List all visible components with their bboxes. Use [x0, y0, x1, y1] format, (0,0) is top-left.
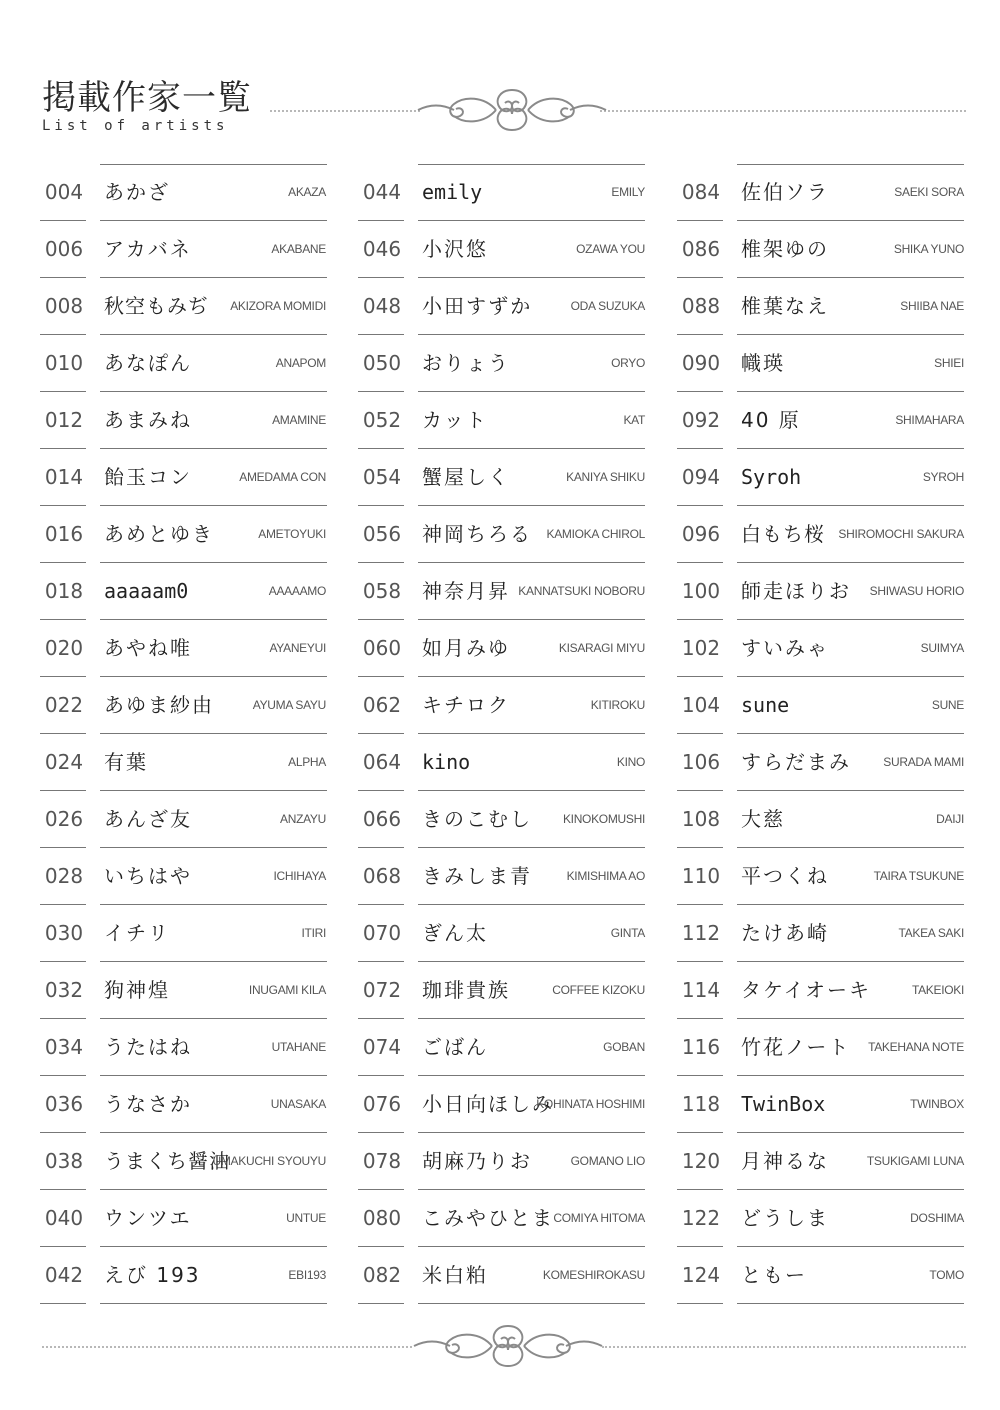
artist-row	[677, 164, 967, 221]
page-number: 022	[44, 693, 84, 717]
header-dotted-rule-left	[270, 110, 420, 112]
artist-name-jp: 椎架ゆの	[741, 237, 829, 261]
artist-name-en: EMILY	[611, 185, 645, 199]
artist-name-jp: 幟瑛	[741, 351, 785, 375]
artist-name-en: KAT	[623, 413, 645, 427]
artist-row	[358, 221, 648, 278]
footer-dotted-rule-left	[42, 1346, 412, 1348]
page-number: 014	[44, 465, 84, 489]
artist-name-jp: カット	[422, 408, 488, 432]
artist-name-en: TAKEIOKI	[911, 983, 964, 997]
artist-name-jp: 秋空もみぢ	[104, 294, 209, 318]
artist-name-en: UMAKUCHI SYOUYU	[212, 1154, 326, 1168]
artist-name-jp: きのこむし	[422, 807, 532, 831]
page-number: 018	[44, 579, 84, 603]
page-number: 096	[681, 522, 721, 546]
artist-name-en: TAKEA SAKI	[898, 926, 964, 940]
page-number: 082	[362, 1263, 402, 1287]
artist-name-jp: 椎葉なえ	[741, 294, 829, 318]
artist-row	[677, 620, 967, 677]
page-number: 118	[681, 1092, 721, 1116]
flourish-ornament-top	[414, 82, 610, 138]
artist-name-en: KINOKOMUSHI	[562, 812, 645, 826]
artist-name-en: AKIZORA MOMIDI	[230, 299, 326, 313]
artist-row	[40, 1019, 330, 1076]
artist-name-jp: 狗神煌	[104, 978, 170, 1002]
page-number: 044	[362, 180, 402, 204]
artist-name-en: GOMANO LIO	[570, 1154, 645, 1168]
artist-row	[358, 563, 648, 620]
artist-row	[358, 164, 648, 221]
artist-row	[358, 620, 648, 677]
artist-row	[358, 734, 648, 791]
artist-name-en: AKABANE	[271, 242, 326, 256]
page-number: 086	[681, 237, 721, 261]
artist-row	[358, 506, 648, 563]
artist-name-jp: 有葉	[104, 750, 148, 774]
artist-column-1	[40, 164, 330, 1304]
artist-name-jp: たけあ崎	[741, 921, 829, 945]
artist-name-jp: 胡麻乃りお	[422, 1149, 532, 1173]
artist-name-en: TOMO	[929, 1268, 964, 1282]
page-number: 072	[362, 978, 402, 1002]
artist-row	[677, 563, 967, 620]
artist-name-en: KOMESHIROKASU	[542, 1268, 645, 1282]
artist-name-en: UNASAKA	[270, 1097, 326, 1111]
page-number: 068	[362, 864, 402, 888]
artist-row	[677, 221, 967, 278]
artist-row	[677, 791, 967, 848]
artist-name-jp: 神奈月昇	[422, 579, 510, 603]
artist-name-jp: 大慈	[741, 807, 785, 831]
artist-name-en: ANZAYU	[280, 812, 326, 826]
artist-name-jp: あまみね	[104, 408, 192, 432]
artist-name-en: ICHIHAYA	[273, 869, 326, 883]
artist-row	[40, 221, 330, 278]
artist-name-en: AAAAAMO	[268, 584, 326, 598]
artist-name-jp: ごばん	[422, 1035, 488, 1059]
artist-name-en: GOBAN	[603, 1040, 645, 1054]
artist-name-en: UTAHANE	[271, 1040, 326, 1054]
page-header	[42, 78, 252, 134]
page-number: 058	[362, 579, 402, 603]
flourish-ornament-bottom	[410, 1318, 606, 1374]
artist-name-jp: ともー	[741, 1263, 807, 1287]
artist-name-en: SHIWASU HORIO	[869, 584, 964, 598]
artist-name-jp: sune	[741, 693, 790, 717]
artist-name-jp: あなぽん	[104, 351, 192, 375]
artist-row	[40, 905, 330, 962]
artist-row	[677, 1247, 967, 1304]
artist-row	[358, 1076, 648, 1133]
artist-name-jp: 神岡ちろる	[422, 522, 532, 546]
page-number: 104	[681, 693, 721, 717]
artist-row	[358, 905, 648, 962]
artist-name-jp: えび 193	[104, 1263, 201, 1287]
artist-name-en: KAMIOKA CHIROL	[546, 527, 645, 541]
page-number: 088	[681, 294, 721, 318]
artist-name-jp: あやね唯	[104, 636, 192, 660]
page-number: 120	[681, 1149, 721, 1173]
artist-name-jp: 珈琲貴族	[422, 978, 510, 1002]
artist-name-jp: Syroh	[741, 465, 802, 489]
artist-name-en: SYROH	[922, 470, 964, 484]
page-number: 012	[44, 408, 84, 432]
page-number: 010	[44, 351, 84, 375]
artist-name-jp: 40 原	[741, 408, 801, 432]
artist-name-en: UNTUE	[286, 1211, 326, 1225]
page-number: 116	[681, 1035, 721, 1059]
artist-name-en: AMETOYUKI	[258, 527, 326, 541]
page-number: 124	[681, 1263, 721, 1287]
page-number: 076	[362, 1092, 402, 1116]
page-number: 070	[362, 921, 402, 945]
page-subtitle: List of artists	[42, 118, 229, 134]
page-number: 110	[681, 864, 721, 888]
artist-name-en: INUGAMI KILA	[248, 983, 326, 997]
artist-row	[40, 1133, 330, 1190]
artist-row	[677, 905, 967, 962]
artist-row	[358, 392, 648, 449]
artist-name-jp: 小田すずか	[422, 294, 533, 318]
artist-row	[40, 335, 330, 392]
page-number: 084	[681, 180, 721, 204]
artist-row	[358, 1019, 648, 1076]
artist-name-jp: ウンツエ	[104, 1206, 192, 1230]
artist-row	[40, 1190, 330, 1247]
page-number: 032	[44, 978, 84, 1002]
artist-row	[677, 449, 967, 506]
page-number: 106	[681, 750, 721, 774]
page-number: 024	[44, 750, 84, 774]
artist-name-jp: 蟹屋しく	[422, 465, 510, 489]
footer-dotted-rule-right	[602, 1346, 966, 1348]
page-number: 004	[44, 180, 84, 204]
artist-name-en: TSUKIGAMI LUNA	[866, 1154, 964, 1168]
artist-name-en: OZAWA YOU	[576, 242, 645, 256]
artist-row	[677, 1133, 967, 1190]
page-number: 092	[681, 408, 721, 432]
artist-name-en: KANNATSUKI NOBORU	[518, 584, 645, 598]
artist-name-en: SHIMAHARA	[895, 413, 964, 427]
page-number: 042	[44, 1263, 84, 1287]
artist-name-en: COFFEE KIZOKU	[552, 983, 645, 997]
artist-name-jp: アカバネ	[104, 237, 192, 261]
artist-row	[358, 848, 648, 905]
artist-name-en: ODA SUZUKA	[570, 299, 645, 313]
page-number: 108	[681, 807, 721, 831]
page-number: 094	[681, 465, 721, 489]
artist-name-jp: emily	[422, 180, 483, 204]
artist-row	[677, 848, 967, 905]
artist-column-3	[677, 164, 967, 1304]
page-number: 060	[362, 636, 402, 660]
page-number: 066	[362, 807, 402, 831]
artist-name-jp: きみしま青	[422, 864, 532, 888]
artist-name-en: DAIJI	[936, 812, 964, 826]
artist-name-jp: うなさか	[104, 1092, 192, 1116]
artist-row	[40, 164, 330, 221]
artist-name-en: SHIROMOCHI SAKURA	[838, 527, 964, 541]
page-number: 114	[681, 978, 721, 1002]
artist-name-en: SHIKA YUNO	[893, 242, 964, 256]
artist-row	[358, 335, 648, 392]
artist-name-en: EBI193	[288, 1268, 326, 1282]
artist-row	[677, 677, 967, 734]
artist-row	[358, 962, 648, 1019]
row-rule-long	[100, 1303, 327, 1304]
artist-row	[40, 1076, 330, 1133]
header-dotted-rule-right	[600, 110, 966, 112]
artist-name-jp: 小日向ほしみ	[422, 1092, 554, 1116]
artist-row	[358, 278, 648, 335]
page-number: 028	[44, 864, 84, 888]
artist-row	[40, 677, 330, 734]
page-number: 008	[44, 294, 84, 318]
artist-name-jp: 竹花ノート	[741, 1035, 851, 1059]
artist-name-en: TAIRA TSUKUNE	[873, 869, 964, 883]
artist-name-jp: キチロク	[422, 693, 510, 717]
artist-row	[40, 449, 330, 506]
artist-row	[40, 791, 330, 848]
artist-name-jp: すらだまみ	[741, 750, 851, 774]
artist-row	[677, 1076, 967, 1133]
artist-name-en: ORYO	[611, 356, 645, 370]
artist-name-en: AMAMINE	[272, 413, 326, 427]
artist-name-en: AKAZA	[288, 185, 326, 199]
page-number: 016	[44, 522, 84, 546]
artist-row	[40, 506, 330, 563]
artist-name-jp: TwinBox	[741, 1092, 826, 1116]
artist-row	[358, 1247, 648, 1304]
page-number: 078	[362, 1149, 402, 1173]
page-number: 034	[44, 1035, 84, 1059]
artist-name-en: ITIRI	[301, 926, 326, 940]
artist-name-jp: あんざ友	[104, 807, 192, 831]
page-number: 006	[44, 237, 84, 261]
artist-name-en: SUNE	[931, 698, 964, 712]
artist-name-en: AYANEYUI	[269, 641, 326, 655]
page-number: 020	[44, 636, 84, 660]
artist-name-jp: 小沢悠	[422, 237, 488, 261]
page-number: 036	[44, 1092, 84, 1116]
artist-row	[677, 1019, 967, 1076]
row-rule-short	[358, 1303, 404, 1304]
artist-name-en: KITIROKU	[590, 698, 645, 712]
page-number: 038	[44, 1149, 84, 1173]
artist-name-jp: 師走ほりお	[741, 579, 851, 603]
page-number: 112	[681, 921, 721, 945]
artist-row	[677, 335, 967, 392]
artist-name-en: TWINBOX	[910, 1097, 964, 1111]
artist-name-en: KOHINATA HOSHIMI	[536, 1097, 645, 1111]
artist-name-jp: 佐伯ソラ	[741, 180, 829, 204]
page-number: 052	[362, 408, 402, 432]
artist-name-jp: 月神るな	[741, 1149, 829, 1173]
row-rule-long	[418, 1303, 645, 1304]
page-number: 100	[681, 579, 721, 603]
artist-row	[677, 278, 967, 335]
artist-name-en: AMEDAMA CON	[239, 470, 326, 484]
artist-name-jp: aaaaam0	[104, 579, 189, 603]
artist-name-jp: 平つくね	[741, 864, 829, 888]
artist-name-jp: あめとゆき	[104, 522, 214, 546]
page-title: 掲載作家一覧	[42, 78, 252, 118]
artist-name-jp: ぎん太	[422, 921, 488, 945]
page-number: 046	[362, 237, 402, 261]
artist-name-en: AYUMA SAYU	[252, 698, 326, 712]
row-rule-short	[677, 1303, 723, 1304]
artist-name-jp: あゆま紗由	[104, 693, 214, 717]
artist-name-jp: こみやひとま	[422, 1206, 554, 1230]
artist-row	[40, 563, 330, 620]
artist-name-en: SHIEI	[934, 356, 964, 370]
page-number: 040	[44, 1206, 84, 1230]
artist-name-en: SURADA MAMI	[883, 755, 964, 769]
artist-name-jp: どうしま	[741, 1206, 829, 1230]
artist-row	[40, 734, 330, 791]
page-number: 122	[681, 1206, 721, 1230]
page-number: 064	[362, 750, 402, 774]
page-number: 056	[362, 522, 402, 546]
artist-name-jp: kino	[422, 750, 471, 774]
artist-row	[358, 1133, 648, 1190]
artist-name-en: COMIYA HITOMA	[553, 1211, 645, 1225]
artist-row	[677, 506, 967, 563]
artist-row	[358, 1190, 648, 1247]
artist-name-jp: 如月みゆ	[422, 636, 510, 660]
artist-name-jp: 米白粕	[422, 1263, 488, 1287]
artist-name-en: KINO	[616, 755, 645, 769]
artist-name-jp: 白もち桜	[741, 522, 825, 546]
artist-row	[40, 278, 330, 335]
artist-name-jp: イチリ	[104, 921, 170, 945]
artist-name-en: ANAPOM	[275, 356, 326, 370]
artist-row	[358, 449, 648, 506]
artist-row	[358, 677, 648, 734]
artist-name-jp: うたはね	[104, 1035, 192, 1059]
artist-name-en: KISARAGI MIYU	[558, 641, 645, 655]
artist-name-en: TAKEHANA NOTE	[868, 1040, 964, 1054]
page-number: 030	[44, 921, 84, 945]
artist-row	[677, 392, 967, 449]
page-number: 050	[362, 351, 402, 375]
page-number: 026	[44, 807, 84, 831]
artist-name-jp: おりょう	[422, 351, 510, 375]
artist-name-en: GINTA	[610, 926, 645, 940]
artist-name-en: ALPHA	[288, 755, 326, 769]
page-number: 074	[362, 1035, 402, 1059]
page-number: 090	[681, 351, 721, 375]
artist-name-jp: すいみゃ	[741, 636, 829, 660]
row-rule-short	[40, 1303, 86, 1304]
artist-name-en: SHIIBA NAE	[900, 299, 964, 313]
artist-column-2	[358, 164, 648, 1304]
artist-name-jp: うまくち醤油	[104, 1149, 230, 1173]
row-rule-long	[737, 1303, 964, 1304]
page-number: 062	[362, 693, 402, 717]
artist-name-jp: 飴玉コン	[104, 465, 192, 489]
artist-row	[40, 1247, 330, 1304]
page-number: 080	[362, 1206, 402, 1230]
artist-row	[40, 962, 330, 1019]
page-number: 054	[362, 465, 402, 489]
artist-row	[677, 1190, 967, 1247]
artist-name-en: SAEKI SORA	[894, 185, 964, 199]
artist-row	[40, 392, 330, 449]
artist-row	[677, 734, 967, 791]
artist-row	[40, 848, 330, 905]
artist-name-en: KANIYA SHIKU	[566, 470, 645, 484]
page-number: 048	[362, 294, 402, 318]
artist-name-en: DOSHIMA	[910, 1211, 964, 1225]
artist-row	[358, 791, 648, 848]
artist-name-en: SUIMYA	[920, 641, 964, 655]
artist-row	[40, 620, 330, 677]
artist-name-jp: あかざ	[104, 180, 170, 204]
page-number: 102	[681, 636, 721, 660]
artist-name-jp: タケイオーキ	[741, 978, 871, 1002]
artist-name-jp: いちはや	[104, 864, 192, 888]
artist-name-en: KIMISHIMA AO	[566, 869, 645, 883]
artist-row	[677, 962, 967, 1019]
